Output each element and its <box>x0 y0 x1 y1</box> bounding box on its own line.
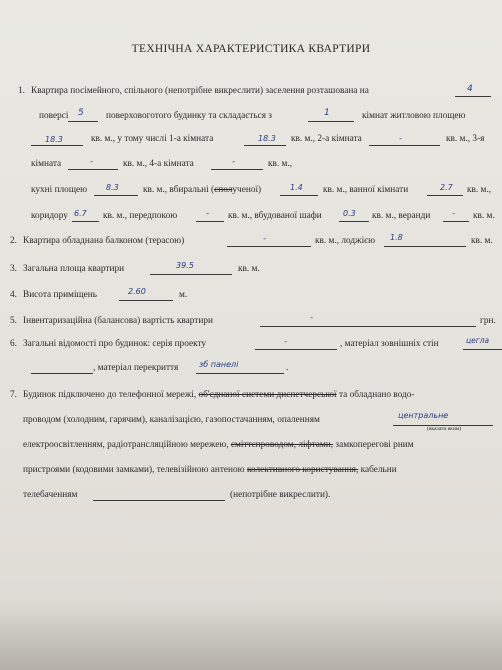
item-1-bathroom-unit: кв. м., <box>467 185 492 195</box>
floor-blank[interactable] <box>455 96 491 97</box>
corridor-value: 6.7 <box>74 209 87 218</box>
veranda-blank[interactable] <box>443 221 469 222</box>
item-7-number: 7. <box>10 390 17 400</box>
item-6-label: Загальні відомості про будинок: серія проекту <box>23 339 207 349</box>
item-6-end: . <box>286 363 289 373</box>
item-7-line-1 <box>23 390 414 401</box>
item-7-line-1a: Будинок підключено до телефонної мережі, <box>23 390 197 400</box>
item-4-unit: м. <box>179 290 188 300</box>
item-6-number: 6. <box>10 339 17 349</box>
item-1-room2-label: кв. м., 2-а кімната <box>291 134 362 144</box>
living-area-value: 18.3 <box>45 135 63 144</box>
toilet-value: 1.4 <box>290 183 303 192</box>
item-7-line-5-label: телебаченням <box>23 490 78 500</box>
loggia-value: 1.8 <box>390 233 403 242</box>
room4-value: - <box>232 157 236 167</box>
slabs-blank[interactable] <box>196 373 284 374</box>
item-1-floor-label: поверсі <box>39 111 69 121</box>
item-1-living-area-label: кімнат житловою площею <box>362 111 466 121</box>
room3-blank[interactable] <box>68 169 118 170</box>
series-value: - <box>284 337 288 347</box>
item-1-room1-label: кв. м., у тому числі 1-а кімната <box>91 134 214 144</box>
item-7-line-4a: пристроями (кодовими замками), телевізійною антеною <box>23 465 245 475</box>
item-2-number: 2. <box>10 236 17 246</box>
height-value: 2.60 <box>128 287 146 296</box>
room2-value: - <box>399 134 403 144</box>
item-1-room4-unit: кв. м., <box>268 159 293 169</box>
bathroom-value: 2.7 <box>440 183 453 192</box>
item-1-corridor-label: коридору <box>31 211 68 221</box>
floors-total-value: 5 <box>78 108 84 118</box>
item-1-line-2: поверховоготого будинку та складається з <box>106 111 272 121</box>
rooms-value: 1 <box>324 108 330 118</box>
balcony-blank[interactable] <box>227 246 311 247</box>
item-4-label: Висота приміщень <box>23 290 98 300</box>
item-7-line-5-note: (непотрібне викреслити). <box>230 490 331 500</box>
heating-value: центральне <box>398 411 449 420</box>
height-blank[interactable] <box>119 300 173 301</box>
item-3-number: 3. <box>10 264 17 274</box>
living-area-blank[interactable] <box>31 145 83 146</box>
item-5-number: 5. <box>10 316 17 326</box>
item-1-line-1: Квартира посімейного, спільного (непотрібне викреслити) заселення розташована на <box>31 86 369 96</box>
item-5-label: Інвентаризаційна (балансова) вартість квартири <box>23 316 213 326</box>
toilet-label-rest: ученої) <box>232 185 262 195</box>
item-1-hallway-label: кв. м., передпокою <box>103 211 178 221</box>
walls-continuation-blank[interactable] <box>31 373 93 374</box>
item-7-line-1-struck: об'єднаної системи диспетчерської <box>198 390 337 400</box>
room3-value: - <box>90 157 94 167</box>
item-1-number: 1. <box>18 86 25 96</box>
bathroom-blank[interactable] <box>427 195 463 196</box>
item-1-kitchen-label: кухні площею <box>31 185 88 195</box>
item-7-line-1c: та обладнано водо- <box>338 390 415 400</box>
item-7-line-4c: кабельни <box>360 465 397 475</box>
wardrobe-value: 0.3 <box>343 209 356 218</box>
value-blank[interactable] <box>260 326 476 327</box>
item-2-label: Квартира обладнана балконом (терасою) <box>23 236 185 246</box>
walls-value: цегла <box>466 336 490 345</box>
value-value: - <box>310 313 314 323</box>
floor-value: 4 <box>467 84 473 94</box>
item-7-line-2: проводом (холодним, гарячим), каналізацією, газопостачанням, опаленням <box>23 415 320 425</box>
hallway-value: - <box>206 209 210 219</box>
kitchen-blank[interactable] <box>94 195 138 196</box>
total-area-value: 39.5 <box>176 261 194 270</box>
room1-value: 18.3 <box>258 134 276 143</box>
document-title: ТЕХНІЧНА ХАРАКТЕРИСТИКА КВАРТИРИ <box>131 43 371 55</box>
total-area-blank[interactable] <box>150 274 232 275</box>
item-7-line-4 <box>23 465 397 476</box>
heating-note: (вказати яким) <box>427 426 462 432</box>
balcony-value: - <box>263 234 267 244</box>
room2-blank[interactable] <box>369 145 440 146</box>
item-4-number: 4. <box>10 290 17 300</box>
page-shadow <box>0 600 502 670</box>
room4-blank[interactable] <box>211 169 263 170</box>
toilet-blank[interactable] <box>280 195 318 196</box>
item-6-slabs-label: , матеріал перекриття <box>93 363 179 373</box>
loggia-blank[interactable] <box>384 246 466 247</box>
item-1-wardrobe-label: кв. м., вбудованої шафи <box>228 211 322 221</box>
corridor-blank[interactable] <box>72 221 99 222</box>
walls-blank[interactable] <box>463 349 502 350</box>
item-3-label: Загальна площа квартири <box>23 264 125 274</box>
item-5-unit: грн. <box>480 316 496 326</box>
item-7-line-3a: електроосвітленням, радіотрансляційною мережею, <box>23 440 229 450</box>
wardrobe-blank[interactable] <box>339 221 369 222</box>
item-7-line-3c: замкоперегові рним <box>335 440 414 450</box>
item-6-walls-label: , матеріал зовнішніх стін <box>340 339 439 349</box>
toilet-label-struck: спол <box>214 185 233 195</box>
series-blank[interactable] <box>255 349 337 350</box>
item-1-toilet-label <box>143 185 261 196</box>
floors-total-blank[interactable] <box>68 121 98 122</box>
veranda-value: - <box>452 209 456 219</box>
kitchen-value: 8.3 <box>106 183 119 192</box>
rooms-blank[interactable] <box>308 121 354 122</box>
item-2-loggia-label: кв. м., лоджією <box>315 236 376 246</box>
item-1-bathroom-label: кв. м., ванної кімнати <box>323 185 409 195</box>
item-7-line-3 <box>23 440 414 451</box>
toilet-label-text: кв. м., вбиральні ( <box>143 185 215 195</box>
slabs-value: зб панелі <box>199 360 239 369</box>
hallway-blank[interactable] <box>196 221 224 222</box>
item-7-line-4-struck: колективного користування, <box>246 465 359 475</box>
item-1-room3-word: кімната <box>31 159 62 169</box>
cable-tv-blank[interactable] <box>93 500 225 501</box>
item-3-unit: кв. м. <box>238 264 260 274</box>
item-1-room3-label: кв. м., 3-я <box>446 134 485 144</box>
room1-blank[interactable] <box>244 145 286 146</box>
item-1-veranda-unit: кв. м. <box>473 211 495 221</box>
item-2-unit: кв. м. <box>471 236 493 246</box>
item-7-line-3-struck: сміттєпроводом, ліфтами, <box>230 440 334 450</box>
item-1-veranda-label: кв. м., веранди <box>372 211 431 221</box>
item-1-room4-label: кв. м., 4-а кімната <box>123 159 194 169</box>
